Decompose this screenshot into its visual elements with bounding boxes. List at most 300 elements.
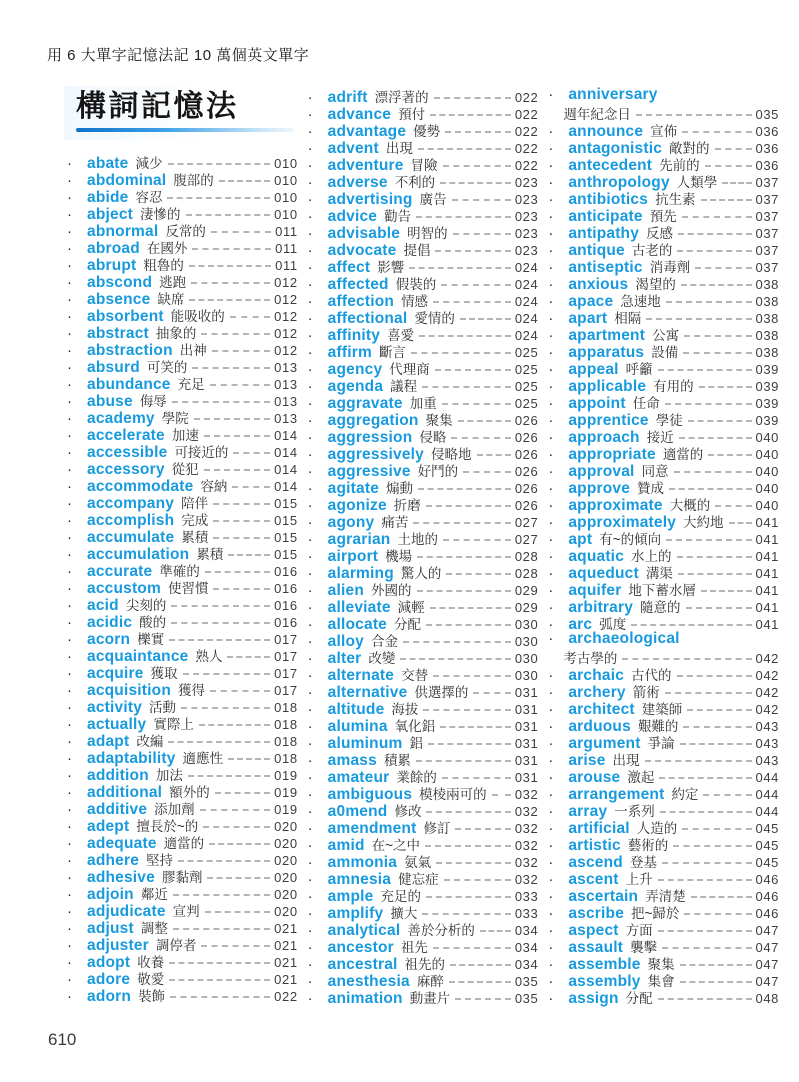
bullet-icon: ·: [548, 582, 554, 599]
bullet-icon: ·: [307, 446, 313, 463]
index-entry: [305, 715, 539, 735]
bullet-icon: ·: [548, 446, 554, 463]
index-entry: [545, 511, 780, 531]
entry-word: affinity: [327, 327, 381, 344]
entry-word: assault: [568, 939, 624, 956]
entry-word: alarming: [327, 565, 394, 582]
dotted-leader-icon: [440, 726, 511, 728]
dotted-leader-icon: [426, 811, 510, 813]
bullet-icon: ·: [67, 172, 72, 189]
bullet-icon: ·: [67, 648, 72, 665]
dotted-leader-icon: [168, 163, 271, 165]
entry-word: ascribe: [568, 905, 625, 922]
bullet-icon: ·: [67, 223, 72, 240]
bullet-icon: ·: [67, 189, 72, 206]
bullet-icon: ·: [548, 361, 554, 378]
index-entry: [305, 630, 539, 650]
entry-word: argument: [568, 735, 641, 752]
entry-definition: 聚集: [425, 413, 453, 428]
index-entry: [545, 953, 780, 973]
index-entry: [545, 936, 780, 956]
entry-word: aggregation: [327, 412, 419, 429]
bullet-icon: ·: [548, 616, 554, 633]
entry-word: abundance: [87, 376, 171, 393]
bullet-icon: ·: [307, 191, 313, 208]
entry-definition: 集會: [647, 974, 675, 989]
index-entry: [305, 851, 539, 871]
dotted-leader-icon: [691, 896, 752, 898]
entry-page-number: 037: [755, 175, 780, 190]
entry-page-number: 019: [274, 768, 298, 783]
bullet-icon: ·: [548, 871, 554, 888]
entry-definition: 改編: [136, 734, 164, 749]
entry-page-number: 016: [274, 581, 298, 596]
entry-definition: 敬愛: [137, 972, 165, 987]
entry-word: altitude: [327, 701, 385, 718]
entry-word: accessory: [87, 461, 165, 478]
entry-definition: 登基: [629, 855, 657, 870]
dotted-leader-icon: [451, 437, 510, 439]
entry-page-number: 035: [755, 107, 780, 122]
entry-page-number: 047: [755, 974, 780, 989]
dotted-leader-icon: [682, 131, 751, 133]
entry-definition: 分配: [625, 991, 653, 1006]
entry-page-number: 039: [755, 379, 780, 394]
bullet-icon: ·: [67, 784, 72, 801]
bullet-icon: ·: [307, 412, 313, 429]
index-entry: [305, 392, 539, 412]
index-entry: [545, 732, 780, 752]
entry-word: ancestral: [327, 956, 398, 973]
entry-page-number: 038: [755, 277, 780, 292]
index-column-2: [305, 86, 539, 1007]
dotted-leader-icon: [189, 265, 271, 267]
bullet-icon: ·: [67, 886, 72, 903]
dotted-leader-icon: [200, 809, 271, 811]
entry-word: adore: [87, 971, 131, 988]
dotted-leader-icon: [683, 352, 751, 354]
bullet-icon: ·: [67, 512, 72, 529]
index-entry: [64, 543, 298, 563]
entry-word: acquire: [87, 665, 144, 682]
bullet-icon: ·: [67, 682, 72, 699]
entry-word: abnormal: [87, 223, 159, 240]
bullet-icon: ·: [548, 344, 554, 361]
index-entry: [305, 681, 539, 701]
entry-definition: 侵略地: [431, 447, 472, 462]
index-entry: [545, 120, 780, 140]
bullet-icon: ·: [307, 803, 313, 820]
index-entry: [305, 562, 539, 582]
entry-page-number: 022: [274, 989, 298, 1004]
entry-definition: 地下蓄水層: [628, 583, 696, 598]
dotted-leader-icon: [169, 962, 270, 964]
dotted-leader-icon: [210, 384, 271, 386]
entry-word: aquatic: [568, 548, 625, 565]
index-entry: [545, 222, 780, 242]
entry-word: advisable: [327, 225, 401, 242]
entry-definition: 獲取: [150, 666, 178, 681]
entry-definition: 供選擇的: [414, 685, 469, 700]
bullet-icon: ·: [307, 259, 313, 276]
entry-word: apartment: [568, 327, 646, 344]
dotted-leader-icon: [666, 539, 751, 541]
dotted-leader-icon: [201, 945, 270, 947]
bullet-icon: ·: [67, 155, 72, 172]
dotted-leader-icon: [703, 794, 751, 796]
dotted-leader-icon: [636, 114, 752, 116]
dotted-leader-icon: [430, 607, 511, 609]
entry-word: additive: [87, 801, 148, 818]
index-entry: [545, 460, 780, 480]
entry-definition: 設備: [651, 345, 679, 360]
entry-page-number: 016: [274, 615, 298, 630]
index-entry: [305, 290, 539, 310]
entry-definition: 修改: [394, 804, 422, 819]
bullet-icon: ·: [548, 854, 554, 871]
index-entry: [64, 968, 298, 988]
bullet-icon: ·: [67, 733, 72, 750]
entry-page-number: 033: [514, 906, 539, 921]
entry-definition: 宣佈: [650, 124, 678, 139]
dotted-leader-icon: [417, 590, 511, 592]
entry-definition: 優勢: [413, 124, 441, 139]
dotted-leader-icon: [492, 794, 511, 796]
bullet-icon: ·: [67, 206, 72, 223]
entry-definition: 膠黏劑: [161, 870, 203, 885]
bullet-icon: ·: [548, 276, 554, 293]
entry-word: appeal: [568, 361, 619, 378]
entry-definition: 侵略: [419, 430, 447, 445]
bullet-icon: ·: [307, 701, 313, 718]
bullet-icon: ·: [67, 767, 72, 784]
entry-page-number: 043: [755, 753, 780, 768]
entry-definition: 酸的: [139, 615, 167, 630]
entry-page-number: 024: [514, 311, 539, 326]
dotted-leader-icon: [199, 724, 270, 726]
index-entry: [545, 630, 779, 664]
index-entry: [545, 715, 780, 735]
entry-word: adopt: [87, 954, 131, 971]
entry-page-number: 031: [514, 736, 539, 751]
bullet-icon: ·: [307, 633, 313, 650]
dotted-leader-icon: [662, 947, 751, 949]
entry-word: aggravate: [327, 395, 403, 412]
entry-definition: 堅持: [146, 853, 174, 868]
dotted-leader-icon: [188, 775, 270, 777]
bullet-icon: ·: [548, 208, 554, 225]
index-entry: [305, 936, 539, 956]
bullet-icon: ·: [67, 988, 72, 1005]
entry-definition: 接近: [646, 430, 674, 445]
bullet-icon: ·: [67, 359, 72, 376]
entry-word: agenda: [327, 378, 384, 395]
dotted-leader-icon: [453, 233, 511, 235]
index-entry: [64, 509, 298, 529]
entry-word: accelerate: [87, 427, 165, 444]
entry-definition: 出現: [385, 141, 413, 156]
dotted-leader-icon: [227, 656, 270, 658]
dotted-leader-icon: [436, 862, 511, 864]
entry-page-number: 048: [755, 991, 780, 1006]
entry-page-number: 044: [755, 804, 780, 819]
bullet-icon: ·: [548, 310, 554, 327]
dotted-leader-icon: [433, 947, 511, 949]
entry-word: advance: [327, 106, 392, 123]
dotted-leader-icon: [418, 488, 511, 490]
entry-page-number: 044: [755, 787, 780, 802]
index-entry: [64, 934, 298, 954]
bullet-icon: ·: [548, 86, 554, 103]
entry-definition: 驚人的: [400, 566, 442, 581]
entry-page-number: 015: [274, 547, 298, 562]
entry-page-number: 045: [755, 838, 780, 853]
dotted-leader-icon: [173, 894, 270, 896]
dotted-leader-icon: [230, 316, 270, 318]
entry-page-number: 042: [755, 702, 780, 717]
entry-definition: 先前的: [659, 158, 700, 173]
bullet-icon: ·: [307, 735, 313, 752]
entry-word: adorn: [87, 988, 132, 1005]
dotted-leader-icon: [168, 741, 270, 743]
dotted-leader-icon: [658, 369, 752, 371]
dotted-leader-icon: [434, 97, 511, 99]
entry-page-number: 041: [755, 549, 780, 564]
dotted-leader-icon: [658, 879, 752, 881]
dotted-leader-icon: [426, 624, 511, 626]
index-entry: [305, 426, 539, 446]
bullet-icon: ·: [548, 480, 554, 497]
entry-word: accomplish: [87, 512, 175, 529]
bullet-icon: ·: [67, 954, 72, 971]
index-entry: [305, 443, 539, 463]
entry-definition: 模棱兩可的: [419, 787, 487, 802]
entry-page-number: 040: [755, 447, 780, 462]
index-entry: [64, 866, 298, 886]
entry-page-number: 011: [275, 241, 298, 256]
bullet-icon: ·: [67, 631, 72, 648]
entry-word: abrupt: [87, 257, 137, 274]
entry-definition: 氨氣: [404, 855, 432, 870]
bullet-icon: ·: [307, 582, 313, 599]
index-entry: [64, 237, 298, 257]
entry-page-number: 023: [514, 175, 539, 190]
entry-word: arc: [568, 616, 593, 633]
entry-definition: 消毒劑: [649, 260, 691, 275]
bullet-icon: ·: [307, 837, 313, 854]
entry-word: approval: [568, 463, 635, 480]
entry-page-number: 010: [274, 207, 298, 222]
dotted-leader-icon: [646, 318, 751, 320]
index-entry: [64, 441, 298, 461]
entry-word: advent: [327, 140, 379, 157]
entry-definition: 廣告: [419, 192, 447, 207]
entry-word: arise: [568, 752, 606, 769]
entry-word: acquisition: [87, 682, 172, 699]
entry-definition: 贊成: [637, 481, 665, 496]
index-entry: [64, 424, 298, 444]
index-entry: [305, 902, 539, 922]
dotted-leader-icon: [444, 879, 511, 881]
entry-word: architect: [568, 701, 635, 718]
dotted-leader-icon: [666, 301, 752, 303]
entry-page-number: 041: [755, 600, 780, 615]
entry-word: adhere: [87, 852, 140, 869]
entry-word: actually: [87, 716, 147, 733]
dotted-leader-icon: [171, 622, 270, 624]
index-entry: [305, 171, 539, 191]
dotted-leader-icon: [215, 792, 270, 794]
dotted-leader-icon: [425, 845, 511, 847]
entry-word: arduous: [568, 718, 631, 735]
bullet-icon: ·: [307, 684, 313, 701]
bullet-icon: ·: [67, 699, 72, 716]
entry-page-number: 024: [514, 294, 539, 309]
entry-word: adequate: [87, 835, 157, 852]
entry-word: ascent: [568, 871, 619, 888]
dotted-leader-icon: [400, 658, 510, 660]
dotted-leader-icon: [458, 420, 511, 422]
index-entry: [545, 766, 780, 786]
dotted-leader-icon: [701, 199, 752, 201]
dotted-leader-icon: [416, 760, 511, 762]
entry-page-number: 026: [514, 413, 539, 428]
entry-word: agitate: [327, 480, 380, 497]
entry-page-number: 027: [514, 515, 539, 530]
entry-page-number: 010: [274, 190, 298, 205]
entry-definition: 情感: [401, 294, 429, 309]
entry-definition: 使習慣: [167, 581, 209, 596]
entry-definition: 箭術: [632, 685, 660, 700]
entry-word: arbitrary: [568, 599, 634, 616]
entry-page-number: 020: [274, 853, 298, 868]
entry-word: adrift: [327, 89, 368, 106]
entry-word: activity: [87, 699, 143, 716]
bullet-icon: ·: [548, 514, 554, 531]
bullet-icon: ·: [307, 276, 313, 293]
bullet-icon: ·: [307, 667, 313, 684]
entry-definition: 充足: [177, 377, 205, 392]
entry-word: additional: [87, 784, 163, 801]
entry-definition: 減輕: [397, 600, 425, 615]
entry-page-number: 046: [755, 906, 780, 921]
entry-definition: 呼籲: [625, 362, 653, 377]
entry-definition: 漂浮著的: [374, 90, 429, 105]
entry-definition: 代理商: [389, 362, 430, 377]
entry-definition: 一系列: [614, 804, 655, 819]
entry-page-number: 038: [755, 345, 780, 360]
entry-page-number: 013: [274, 377, 298, 392]
bullet-icon: ·: [67, 529, 72, 546]
entry-definition: 外國的: [371, 583, 412, 598]
entry-word: aspect: [568, 922, 619, 939]
entry-definition: 激起: [627, 770, 655, 785]
entry-definition: 影響: [377, 260, 405, 275]
entry-page-number: 016: [274, 598, 298, 613]
bullet-icon: ·: [548, 327, 554, 344]
bullet-icon: ·: [548, 191, 554, 208]
index-entry: [545, 698, 780, 718]
dotted-leader-icon: [674, 471, 752, 473]
entry-definition: 隨意的: [640, 600, 681, 615]
entry-word: absence: [87, 291, 151, 308]
index-entry: [545, 545, 780, 565]
index-entry: [64, 305, 298, 325]
entry-word: alloy: [327, 633, 364, 650]
entry-word: antique: [568, 242, 625, 259]
dotted-leader-icon: [194, 418, 270, 420]
bullet-icon: ·: [67, 869, 72, 886]
entry-definition: 弄清楚: [645, 889, 686, 904]
entry-definition: 愛情的: [414, 311, 455, 326]
entry-page-number: 037: [755, 260, 780, 275]
dotted-leader-icon: [622, 658, 751, 660]
bullet-icon: ·: [67, 393, 72, 410]
dotted-leader-icon: [680, 743, 752, 745]
entry-page-number: 035: [514, 991, 539, 1006]
dotted-leader-icon: [699, 386, 752, 388]
bullet-icon: ·: [307, 956, 313, 973]
entry-page-number: 031: [514, 702, 539, 717]
entry-definition: 公寓: [652, 328, 680, 343]
dotted-leader-icon: [169, 639, 270, 641]
dotted-leader-icon: [658, 998, 752, 1000]
dotted-leader-icon: [684, 913, 751, 915]
bullet-icon: ·: [67, 257, 72, 274]
entry-word: alternate: [327, 667, 395, 684]
entry-page-number: 030: [514, 634, 539, 649]
entry-definition: 冒險: [410, 158, 438, 173]
dotted-leader-icon: [413, 522, 511, 524]
entry-page-number: 015: [274, 496, 298, 511]
index-entry: [305, 868, 539, 888]
index-entry: [305, 647, 539, 667]
entry-definition: 累積: [196, 547, 224, 562]
index-entry: [305, 494, 539, 514]
bullet-icon: ·: [67, 597, 72, 614]
entry-page-number: 026: [514, 498, 539, 513]
index-column-3: [545, 86, 780, 1007]
entry-page-number: 028: [514, 549, 539, 564]
bullet-icon: ·: [307, 548, 313, 565]
entry-word: a0mend: [327, 803, 388, 820]
dotted-leader-icon: [183, 673, 271, 675]
entry-page-number: 020: [274, 836, 298, 851]
section-title: 構詞記憶法: [76, 90, 239, 123]
index-entry: [545, 443, 780, 463]
entry-page-number: 041: [755, 583, 780, 598]
bullet-icon: ·: [67, 376, 72, 393]
entry-word: amplify: [327, 905, 384, 922]
entry-word: antiseptic: [568, 259, 643, 276]
entry-page-number: 019: [274, 785, 298, 800]
entry-word: announce: [568, 123, 644, 140]
entry-word: ammonia: [327, 854, 398, 871]
entry-definition: 襲擊: [630, 940, 658, 955]
entry-definition: 修訂: [423, 821, 451, 836]
entry-word: adventure: [327, 157, 404, 174]
entry-definition: 腹部的: [173, 173, 214, 188]
index-entry: [305, 766, 539, 786]
index-entry: [545, 426, 780, 446]
entry-page-number: 018: [274, 700, 298, 715]
dotted-leader-icon: [452, 199, 511, 201]
entry-page-number: 037: [755, 226, 780, 241]
bullet-icon: ·: [548, 531, 554, 548]
dotted-leader-icon: [403, 641, 511, 643]
index-entry: [545, 171, 780, 191]
entry-word: antecedent: [568, 157, 653, 174]
